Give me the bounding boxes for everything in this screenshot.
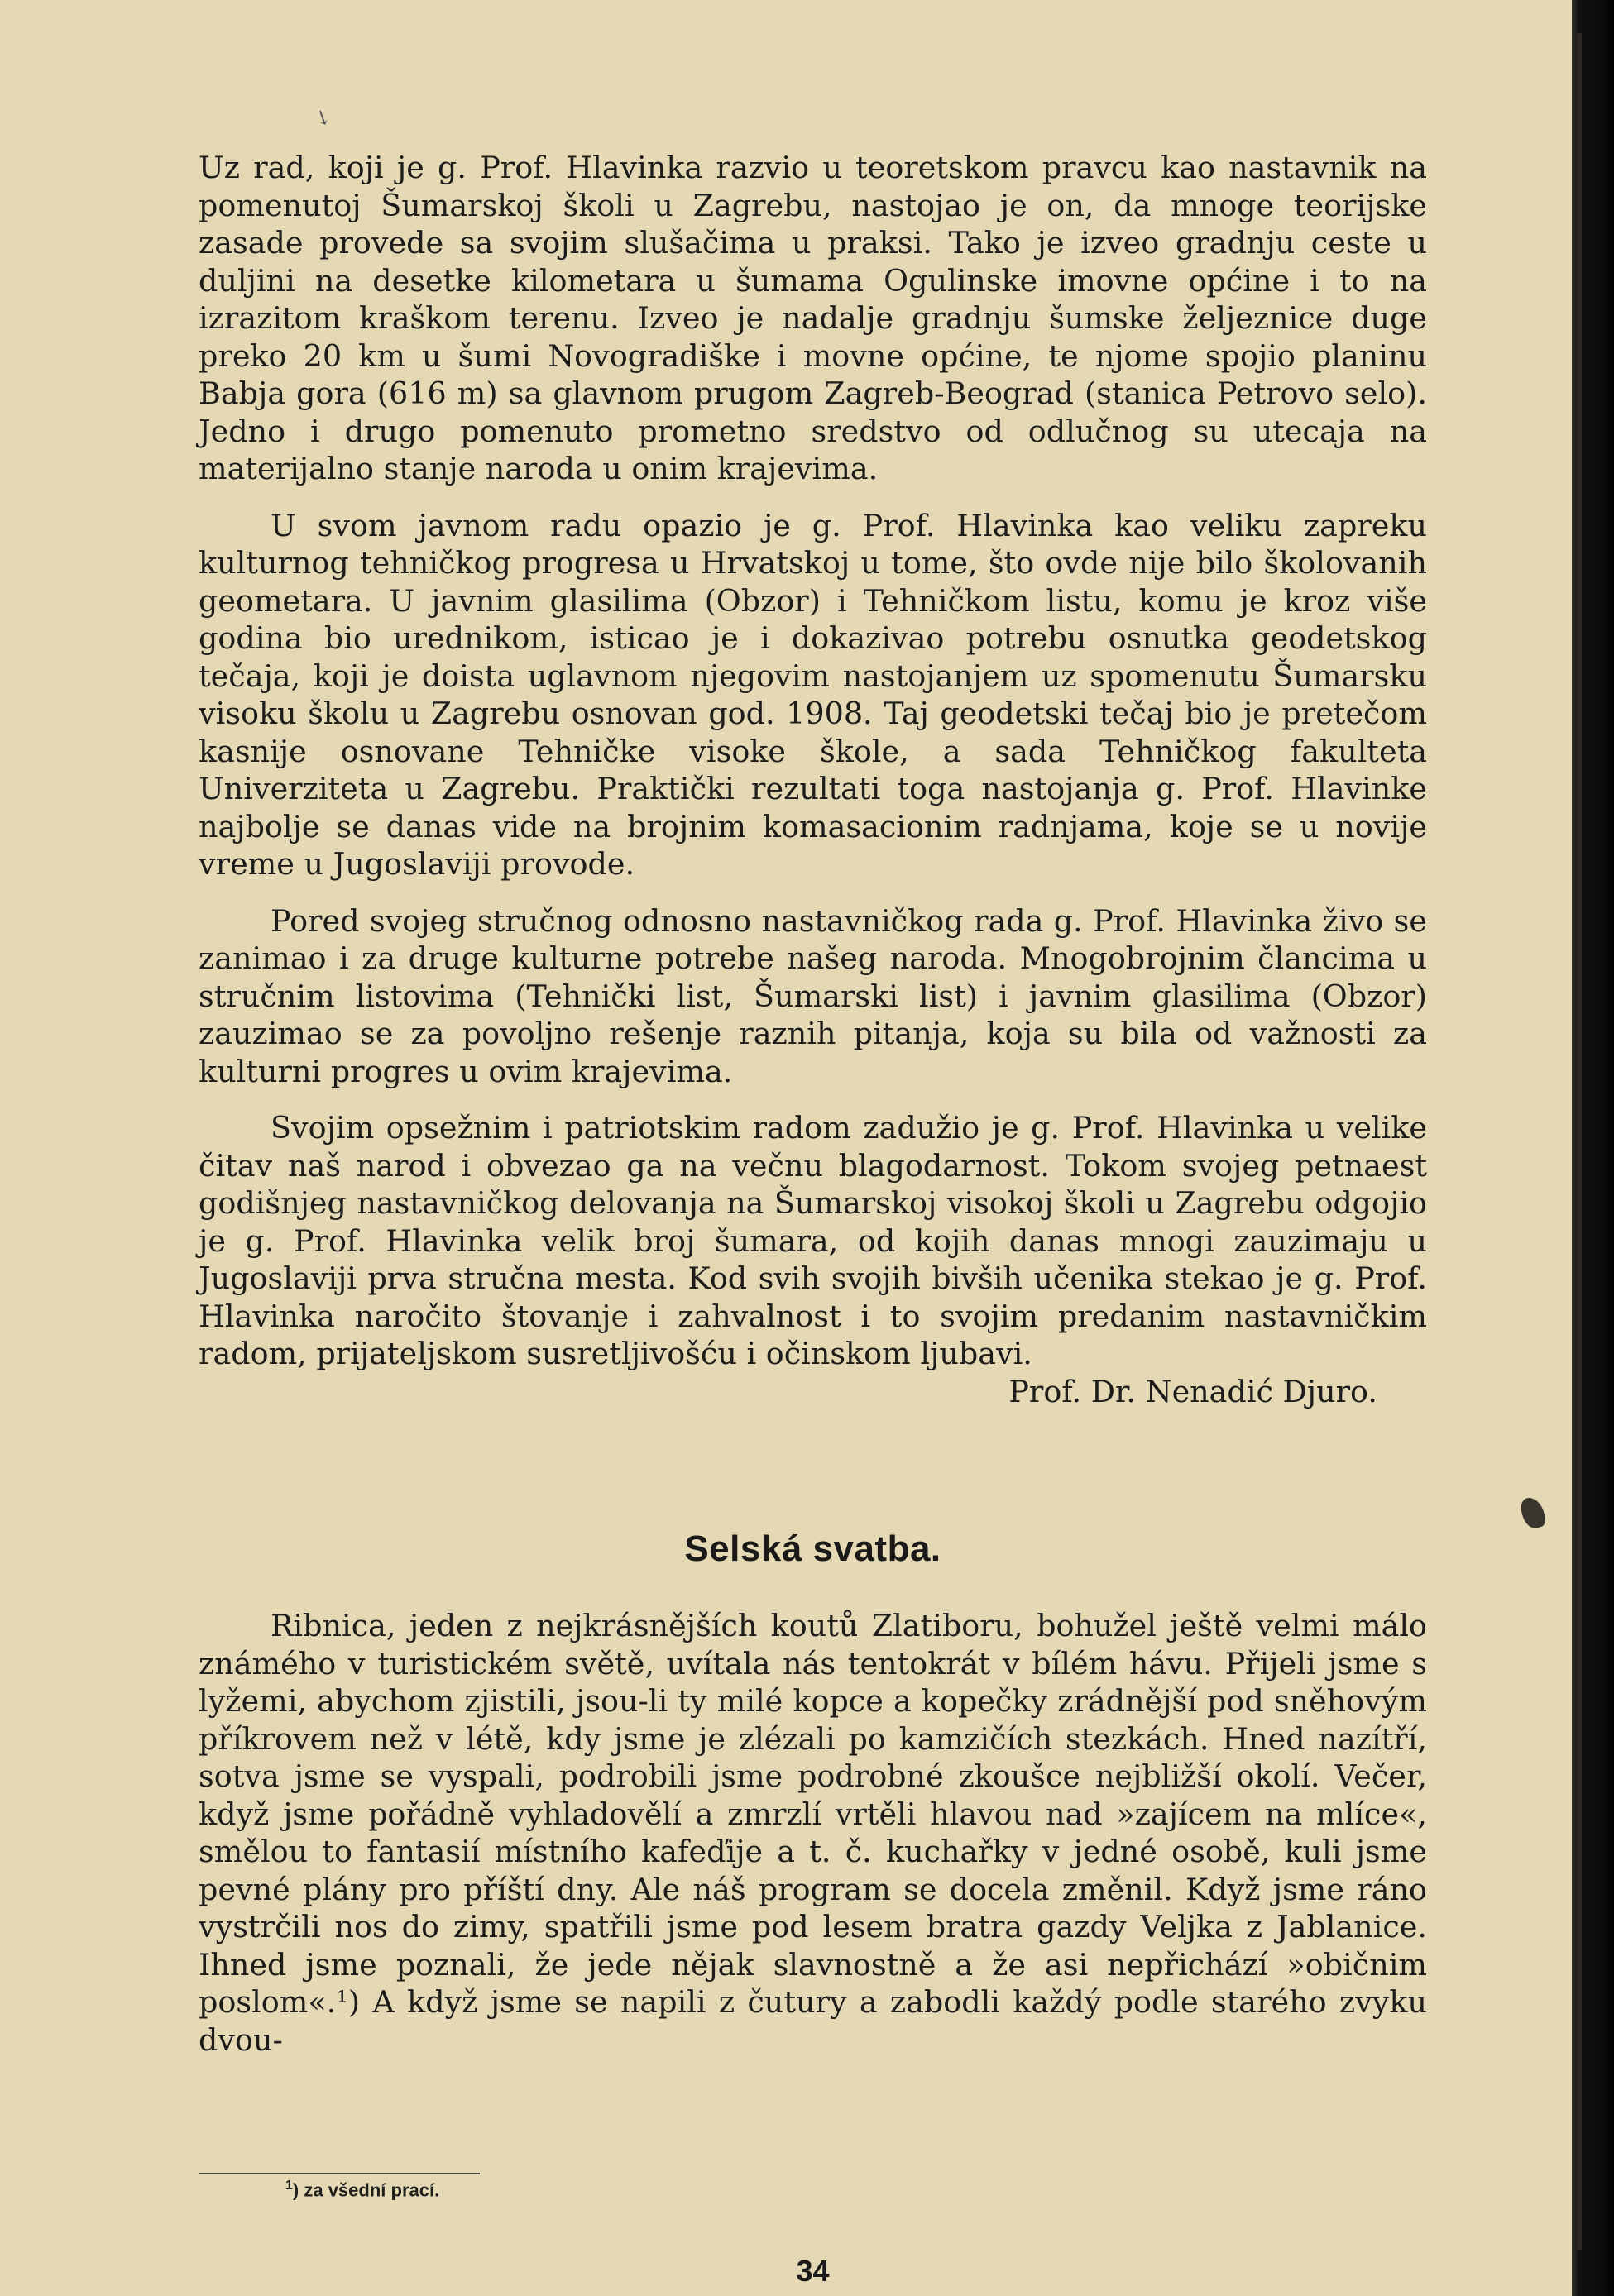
article2-body xyxy=(199,1607,1427,2059)
footnote-divider xyxy=(199,2173,480,2174)
footnote-text: ) za všední prací. xyxy=(292,2179,440,2201)
article1-paragraph-3: Pored svojeg stručnog odnosno nastavničkog rada g. Prof. Hlavinka živo se zanimao i za druge kulturne potrebe našeg naroda. Mnogobrojnim člancima u stručnim listovima (Tehnički list, Šumarski list) i javnim glasilima (Obzor) zauzimao se za povoljno rešenje raznih pitanja, koja su bila od važnosti za kulturni progres u ovim krajevima. xyxy=(199,902,1427,1089)
article1-paragraph-2: U svom javnom radu opazio je g. Prof. Hlavinka kao veliku zapreku kulturnog tehničkog progresa u Hrvatskoj u tome, što ovde nije bilo školovanih geometara. U javnim glasilima (Obzor) i Tehničkom listu, komu je kroz više godina bio urednikom, isticao je i dokazivao potrebu osnutka geodetskog tečaja, koji je doista uglavnom njegovim nastojanjem uz spomenutu Šumarsku visoku školu u Zagrebu osnovan god. 1908. Taj geodetski tečaj bio je pretečom kasnije osnovane Tehničke visoke škole, a sada Tehničkog fakulteta Univerziteta u Zagrebu. Praktički rezultati toga nastojanja g. Prof. Hlavinke najbolje se danas vide na brojnim komasacionim radnjama, koje se u novije vreme u Jugoslaviji provode. xyxy=(199,507,1427,882)
article1-paragraph-4: Svojim opsežnim i patriotskim radom zadužio je g. Prof. Hlavinka u velike čitav naš narod i obvezao ga na večnu blagodarnost. Tokom svojeg petnaest godišnjeg nastavničkog delovanja na Šumarskoj visokoj školi u Zagrebu odgojio je g. Prof. Hlavinka velik broj šumara, od kojih danas mnogi zauzimaju u Jugoslaviji prva stručna mesta. Kod svih svojih bivših učenika stekao je g. Prof. Hlavinka naročito štovanje i zahvalnost i to svojim predanim nastavničkim radom, prijateljskom susretljivošću i očinskom ljubavi. xyxy=(199,1110,1427,1371)
page-edge-line xyxy=(1577,33,1582,2250)
article1-paragraph-1: Uz rad, koji je g. Prof. Hlavinka razvio u teoretskom pravcu kao nastavnik na pomenutoj Šumarskoj školi u Zagrebu, nastojao je on, da mnoge teorijske zasade provede sa svojim slušačima u praksi. Tako je izveo gradnju ceste u duljini na desetke kilometara u šumama Ogulinske imovne općine i to na izrazitom kraškom terenu. Izveo je nadalje gradnju šumske željeznice duge preko 20 km u šumi Novogradiške i movne općine, te njome spojio planinu Babja gora (616 m) sa glavnom prugom Zagreb-Beograd (stanica Petrovo selo). Jedno i drugo pomenuto prometno sredstvo od odlučnog su utecaja na materijalno stanje naroda u onim krajevima. xyxy=(199,150,1427,486)
margin-ink-mark xyxy=(1519,1495,1548,1530)
text-column xyxy=(199,149,1427,2288)
page-number: 34 xyxy=(796,2254,830,2288)
author-signature: Prof. Dr. Nenadić Djuro. xyxy=(1008,1373,1377,1409)
article2-paragraph: Ribnica, jeden z nejkrásnějších koutů Zlatiboru, bohužel ještě velmi málo známého v turistickém světě, uvítala nás tentokrát v bílém hávu. Přijeli jsme s lyžemi, abychom zjistili, jsou-li ty milé kopce a kopečky zrádnější pod sněhovým příkrovem než v létě, kdy jsme je zlézali po kamzičích stezkách. Hned nazítří, sotva jsme se vyspali, podrobili jsme podrobné zkoušce nejbližší okolí. Večer, když jsme pořádně vyhladovělí a zmrzlí vrtěli hlavou nad »zajícem na mlíce«, smělou to fantasií místního kafeďije a t. č. kuchařky v jedné osobě, kuli jsme pevné plány pro příští dny. Ale náš program se docela změnil. Když jsme ráno vystrčili nos do zimy, spatřili jsme pod lesem bratra gazdy Veljka z Jablanice. Ihned jsme poznali, že jede nějak slavnostně a že asi nepřichází »običnim poslom«.¹) A když jsme se napili z čutury a zabodli každý podle starého zvyku dvou- xyxy=(199,1608,1427,2058)
footnote xyxy=(285,2179,439,2201)
section-title: Selská svatba. xyxy=(684,1528,941,1569)
footnote-marker: 1 xyxy=(285,2179,293,2193)
scan-artifact: ↘ xyxy=(310,103,336,132)
